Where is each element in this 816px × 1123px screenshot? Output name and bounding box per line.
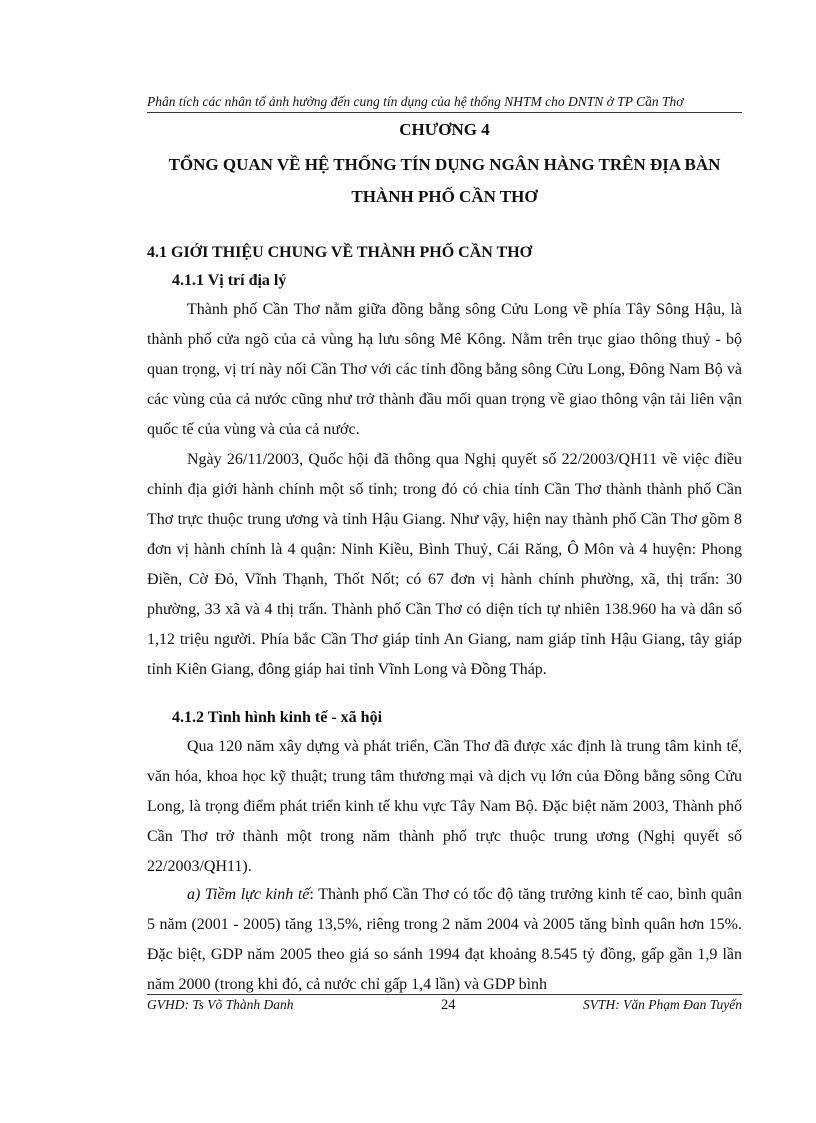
- subsection-heading-economy: 4.1.2 Tình hình kinh tế - xã hội: [172, 709, 383, 726]
- paragraph-location: Thành phố Cần Thơ nằm giữa đồng bằng sông Cửu Long về phía Tây Sông Hậu, là thành phố cửa ngõ của cả vùng hạ lưu sông Mê Kông. Nằm trên trục giao thông thuỷ - bộ quan trọng, vị trí này nối Cần Thơ với các tỉnh đồng bằng sông Cửu Long, Đông Nam Bộ và các vùng của cả nước cũng như trở thành đầu mối quan trọng về giao thông vận tải liên vận quốc tế của vùng và của cả nước.: [147, 301, 742, 438]
- paragraph-economic-potential: [147, 880, 742, 1000]
- section-heading: 4.1 GIỚI THIỆU CHUNG VỀ THÀNH PHỐ CẦN THƠ: [147, 244, 533, 261]
- economic-potential-label: a) Tiềm lực kinh tế: [187, 886, 310, 903]
- economic-potential-text: : Thành phố Cần Thơ có tốc độ tăng trưởng kinh tế cao, bình quân 5 năm (2001 - 2005) tăng 13,5%, riêng trong 2 năm 2004 và 2005 tăng bình quân hơn 15%. Đặc biệt, GDP năm 2005 theo giá so sánh 1994 đạt khoảng 8.545 tỷ đồng, gấp gần 1,9 lần năm 2000 (trong khi đó, cả nước chỉ gấp 1,4 lần) và GDP bình: [147, 886, 743, 993]
- page-number: 24: [441, 997, 456, 1013]
- chapter-title: TỔNG QUAN VỀ HỆ THỐNG TÍN DỤNG NGÂN HÀNG TRÊN ĐỊA BÀN THÀNH PHỐ CẦN THƠ: [168, 155, 721, 206]
- running-header: Phân tích các nhân tố ảnh hưởng đến cung tín dụng của hệ thống NHTM cho DNTN ở TP Cần Thơ: [147, 94, 684, 109]
- footer-supervisor: GVHD: Ts Võ Thành Danh: [147, 997, 294, 1012]
- footer-student: SVTH: Văn Phạm Đan Tuyến: [583, 997, 742, 1012]
- paragraph-development: Qua 120 năm xây dựng và phát triển, Cần Thơ đã được xác định là trung tâm kinh tế, văn hóa, khoa học kỹ thuật; trung tâm thương mại và dịch vụ lớn của Đồng bằng sông Cửu Long, là trọng điểm phát triển kinh tế khu vực Tây Nam Bộ. Đặc biệt năm 2003, Thành phố Cần Thơ trở thành một trong năm thành phố trực thuộc trung ương (Nghị quyết số 22/2003/QH11).: [147, 738, 742, 875]
- subsection-heading-location: 4.1.1 Vị trí địa lý: [172, 272, 287, 289]
- footer-rule: [147, 994, 742, 995]
- paragraph-administration: Ngày 26/11/2003, Quốc hội đã thông qua Nghị quyết số 22/2003/QH11 về việc điều chỉnh địa giới hành chính một số tỉnh; trong đó có chia tỉnh Cần Thơ thành thành phố Cần Thơ trực thuộc trung ương và tỉnh Hậu Giang. Như vậy, hiện nay thành phố Cần Thơ gồm 8 đơn vị hành chính là 4 quận: Ninh Kiều, Bình Thuỷ, Cái Răng, Ô Môn và 4 huyện: Phong Điền, Cờ Đỏ, Vĩnh Thạnh, Thốt Nốt; có 67 đơn vị hành chính phường, xã, thị trấn: 30 phường, 33 xã và 4 thị trấn. Thành phố Cần Thơ có diện tích tự nhiên 138.960 ha và dân số 1,12 triệu người. Phía bắc Cần Thơ giáp tỉnh An Giang, nam giáp tỉnh Hậu Giang, tây giáp tỉnh Kiên Giang, đông giáp hai tỉnh Vĩnh Long và Đồng Tháp.: [147, 451, 742, 678]
- header-rule: [147, 112, 742, 113]
- chapter-label: CHƯƠNG 4: [399, 120, 490, 139]
